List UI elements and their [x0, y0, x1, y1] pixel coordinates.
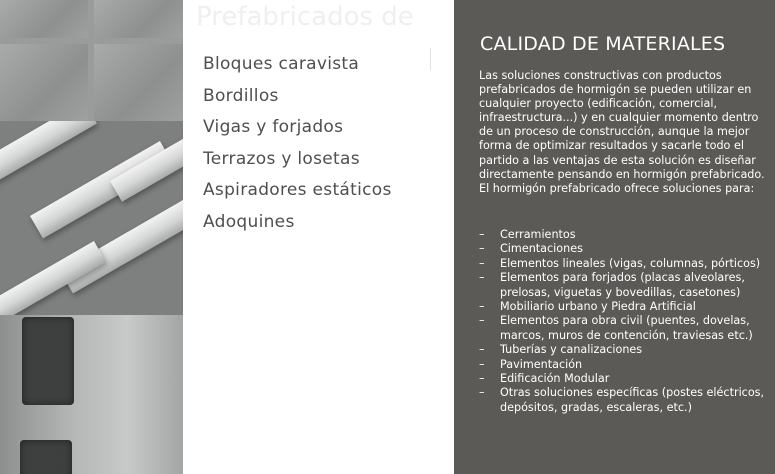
product-menu [203, 49, 392, 238]
list-item [479, 257, 771, 271]
list-item-text: Tuberías y canalizaciones [500, 343, 643, 357]
bullet-dash: – [479, 386, 485, 400]
concrete-beams-photo [0, 121, 183, 315]
menu-item-aspiradores-estaticos[interactable]: Aspiradores estáticos [203, 180, 392, 200]
block-hole [20, 440, 72, 474]
menu-item-bloques-caravista[interactable]: Bloques caravista [203, 54, 360, 74]
list-item [479, 386, 771, 415]
list-item-text: Elementos lineales (vigas, columnas, pórticos) [500, 256, 761, 270]
menu-item-terrazos-y-losetas[interactable]: Terrazos y losetas [203, 148, 360, 169]
list-item [479, 228, 771, 242]
list-item [479, 242, 771, 256]
tile [0, 44, 88, 121]
tile [94, 44, 183, 121]
list-item-text: Elementos para forjados (placas alveolares, prelosas, viguetas y bovedillas, casetones) [500, 271, 745, 299]
bullet-dash: – [479, 343, 485, 357]
list-item-text: Elementos para obra civil (puentes, dovelas, marcos, muros de contención, traviesas etc.) [500, 314, 753, 342]
bullet-dash: – [479, 242, 485, 256]
menu-item-vigas-y-forjados[interactable]: Vigas y forjados [203, 117, 344, 137]
beam [0, 121, 97, 184]
bullet-dash: – [479, 256, 485, 270]
divider [430, 48, 431, 70]
bullet-dash: – [479, 271, 485, 285]
list-item [479, 372, 771, 386]
bullet-dash: – [479, 372, 485, 386]
list-item [479, 271, 771, 300]
list-item-text: Pavimentación [500, 357, 583, 371]
list-item-text: Mobiliario urbano y Piedra Artificial [500, 300, 696, 314]
menu-item-bordillos[interactable]: Bordillos [203, 85, 279, 106]
bullet-dash: – [479, 357, 485, 371]
list-item-text: Edificación Modular [500, 372, 610, 386]
list-item-text: Cerramientos [500, 228, 576, 241]
site-title-watermark: Prefabricados de [196, 2, 414, 32]
concrete-blocks-photo [0, 315, 183, 474]
list-item [479, 300, 771, 314]
bullet-dash: – [479, 300, 485, 314]
list-item [479, 358, 771, 372]
list-item-text: Otras soluciones específicas (postes eléctricos, depósitos, gradas, escaleras, etc.) [500, 386, 765, 414]
bullet-dash: – [479, 228, 485, 241]
solutions-list [479, 228, 771, 415]
tile [0, 0, 88, 38]
menu-item-adoquines[interactable]: Adoquines [203, 211, 295, 232]
panel-title: CALIDAD DE MATERIALES [480, 33, 726, 55]
list-item-text: Cimentaciones [500, 242, 583, 256]
bullet-dash: – [479, 314, 485, 328]
panel-intro-text: Las soluciones constructivas con productos prefabricados de hormigón se pueden utilizar en cualquier proyecto (edificación, comercial, infraestructura...) y en cualquier momento dentro de un proceso de construcción, aunque la mejor forma de optimizar resultados y sacarle todo el partido a las ventajas de esta solución es diseñar directamente pensando en hormigón prefabricado. El hormigón prefabricado ofrece soluciones para: [479, 69, 765, 195]
list-item [479, 343, 771, 357]
tile [94, 0, 183, 38]
quality-info-panel [454, 0, 775, 474]
concrete-tiles-photo [0, 0, 183, 121]
list-item [479, 314, 771, 343]
block-hole [22, 317, 74, 405]
